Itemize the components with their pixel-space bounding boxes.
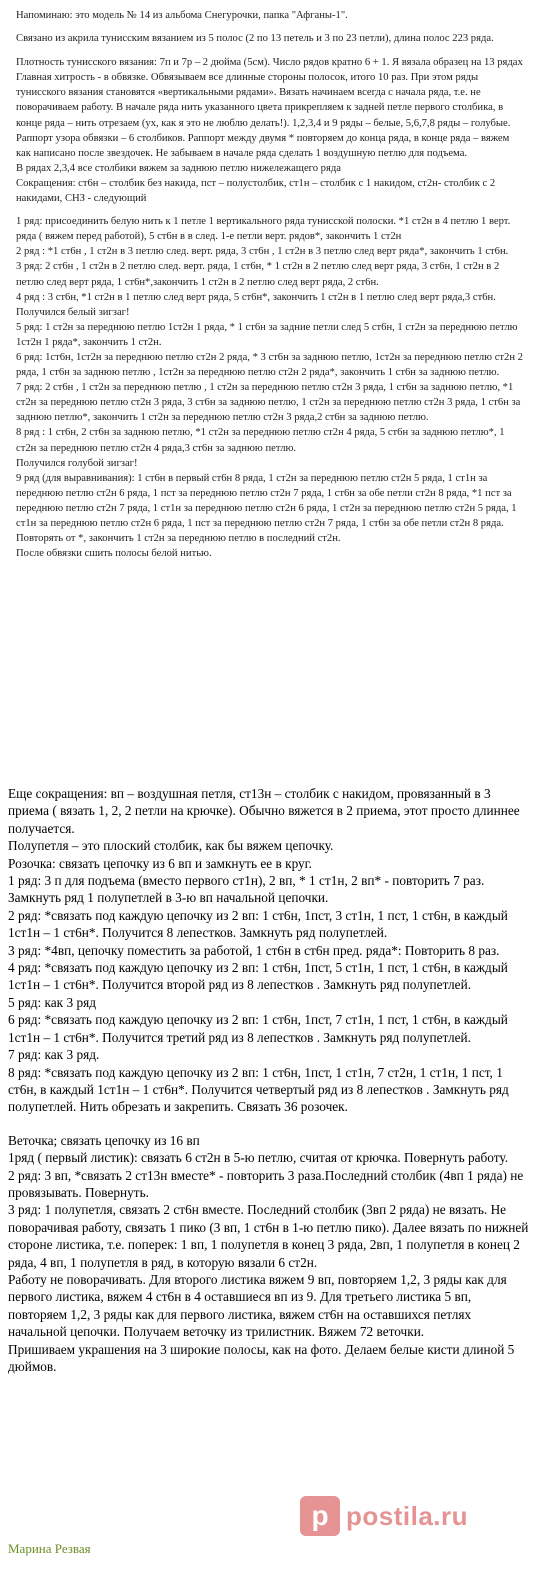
finishing-note: Пришиваем украшения на 3 широкие полосы, как на фото. Делаем белые кисти длиной 5 дюймов. [8, 1341, 515, 1374]
abbreviations-text: Сокращения: ст6н – столбик без накида, пст – полустолбик, ст1н – столбик с 1 накидом, ст2н- столбик с 2 накидами, СНЗ - следующий [16, 177, 496, 205]
watermark-text: postila.ru [346, 1500, 469, 1531]
made-of-text: Связано из акрила тунисским вязанием из 5 полос (2 по 13 петель и 3 по 23 петли), длина полос 223 ряда. [16, 33, 494, 45]
row-7: 7 ряд: 2 ст6н , 1 ст2н за переднюю петлю , 1 ст2н за переднюю петлю ст2н 3 ряда, 1 ст6н за заднюю петлю, *1 ст2н за переднюю петлю ст2н 3 ряда, 3 ст6н за заднюю петлю, 1 ст2н за переднюю петлю ст2н 3 ряда, 1 ст6н за заднюю петлю*, закончить 1 ст2н за переднюю петлю ст2н 3 ряда,2 ст6н за заднюю петлю. [16, 382, 521, 424]
pattern-description [16, 8, 526, 561]
row-4: 4 ряд : 3 ст6н, *1 ст2н в 1 петлю след верт ряда, 5 ст6н*, закончить 1 ст2н в 1 петлю след верт ряда,3 ст6н. [16, 291, 496, 303]
rose-row-6: 6 ряд: *связать под каждую цепочку из 2 вп: 1 ст6н, 1пст, 7 ст1н, 1 пст, 1 ст6н, в каждый 1ст1н – 1 ст6н*. Получится третий ряд из 8 лепестков . Замкнуть ряд полупетлей. [8, 1012, 508, 1045]
twig-row-1: 1ряд ( первый листик): связать 6 ст2н в 5-ю петлю, считая от крючка. Повернуть работу. [8, 1150, 509, 1166]
more-abbreviations: Еще сокращения: вп – воздушная петля, ст13н – столбик с накидом, провязанный в 3 приема ( вязать 1, 2, 2 петли на крючке). Обычно вяжется в 2 приема, этот просто длиннее получается. [8, 786, 520, 836]
postila-logo-icon: p [300, 1496, 340, 1536]
intro-text: Напоминаю: это модель № 14 из альбома Снегурочки, папка "Афганы-1". [16, 10, 348, 21]
half-loop-definition: Полупетля – это плоский столбик, как бы вяжем цепочку. [8, 838, 334, 854]
rapport-text: Раппорт узора обвязки – 6 столбиков. Раппорт между двумя * повторяем до конца ряда, в конце ряда – вяжем как написано после звездочек. Не забываем в начале ряда сделать 1 воздушную петлю для подъема. [16, 132, 510, 159]
row-2: 2 ряд : *1 ст6н , 1 ст2н в 3 петлю след. верт. ряда, 3 ст6н , 1 ст2н в 3 петлю след верт ряда*, закончить 1 ст6н. [16, 246, 509, 258]
row-5: 5 ряд: 1 ст2н за переднюю петлю 1ст2н 1 ряда, * 1 ст6н за задние петли след 5 ст6н, 1 ст2н за переднюю петлю 1ст2н 1 ряда*, закончить 1 ст2н. [16, 321, 518, 348]
twig-continue: Работу не поворачивать. Для второго листика вяжем 9 вп, повторяем 1,2, 3 ряды как для первого листика, вяжем 4 ст6н в 4 оставшиеся вп из 9. Для третьего листика 5 вп, повторяем 1,2, 3 ряды как для первого листика, вяжем ст6н на оставшихся петлях начальной цепочки. Получаем веточку из трилистник. Вяжем 72 веточки. [8, 1271, 507, 1340]
author-signature: Марина Резвая [8, 1541, 91, 1556]
rose-intro: Розочка: связать цепочку из 6 вп и замкнуть ее в круг. [8, 855, 312, 871]
after-note: После обвязки сшить полосы белой нитью. [16, 548, 212, 560]
density-text: Плотность тунисского вязания: 7п и 7р – 2 дюйма (5см). Число рядов кратно 6 + 1. Я вязала образец на 13 рядах [16, 57, 523, 69]
rose-row-3: 3 ряд: *4вп, цепочку поместить за работой, 1 ст6н в ст6н пред. ряда*: Повторить 8 раз. [8, 942, 500, 958]
rose-row-2: 2 ряд: *связать под каждую цепочку из 2 вп: 1 ст6н, 1пст, 3 ст1н, 1 пст, 1 ст6н, в каждый 1ст1н – 1 ст6н*. Получится 8 лепестков. Замкнуть ряд полупетлей. [8, 907, 508, 941]
postila-watermark [300, 1488, 532, 1544]
blue-zigzag-note: Получился голубой зигзаг! [16, 457, 138, 469]
row-1: 1 ряд: присоединить белую нить к 1 петле 1 вертикального ряда тунисской полоски. *1 ст2н в 4 петлю 1 верт. ряда ( вяжем перед работой), 5 ст6н в в след. 1-е петли верт. рядов*, закончить 1 ст2н [16, 216, 511, 243]
row-8: 8 ряд : 1 ст6н, 2 ст6н за заднюю петлю, *1 ст2н за переднюю петлю ст2н 4 ряда, 5 ст6н за заднюю петлю*, 1 ст2н за переднюю петлю ст2н 4 ряда,3 ст6н за заднюю петлю. [16, 427, 505, 454]
row-3: 3 ряд: 2 ст6н , 1 ст2н в 2 петлю след. верт. ряда, 1 ст6н, * 1 ст2н в 2 петлю след верт ряда, 3 ст6н, 1 ст2н в 2 петлю след верт ряда, 1 ст6н*,закончить 1 ст2н в 2 петлю след верт ряда, 2 ст6н. [16, 261, 500, 288]
rose-row-5: 5 ряд: как 3 ряд [8, 994, 96, 1010]
rose-row-7: 7 ряд: как 3 ряд. [8, 1047, 100, 1063]
white-zigzag-note: Получился белый зигзаг! [16, 306, 130, 318]
twig-intro: Веточка; связать цепочку из 16 вп [8, 1132, 200, 1148]
twig-row-2: 2 ряд: 3 вп, *связать 2 ст13н вместе* - повторить 3 раза.Последний столбик (4вп 1 ряда) не провязывать. Повернуть. [8, 1167, 524, 1200]
twig-row-3: 3 ряд: 1 полупетля, связать 2 ст6н вместе. Последний столбик (3вп 2 ряда) не вязать. Не поворачивая работу, связать 1 пико (3 вп, 1 ст6н в 1-ю петлю пико). Далее вязать по нижней стороне листика, т.е. поперек: 1 вп, 1 полупетля в конец 3 ряда, 2вп, 1 полупетля в конец 2 ряда, 4 вп, 1 полупетля в ряд, в которую вязали 6 ст2н. [8, 1202, 529, 1270]
rose-row-1: 1 ряд: 3 п для подъема (вместо первого ст1н), 2 вп, * 1 ст1н, 2 вп* - повторить 7 раз. Замкнуть ряд 1 полупетлей в 3-ю вп начальной цепочки. [8, 873, 485, 906]
rose-row-4: 4 ряд: *связать под каждую цепочку из 2 вп: 1 ст6н, 1пст, 5 ст1н, 1 пст, 1 ст6н, в каждый 1ст1н – 1 ст6н*. Получится второй ряд из 8 лепестков . Замкнуть ряд полупетлей. [8, 960, 508, 993]
row-9: 9 ряд (для выравнивания): 1 ст6н в первый ст6н 8 ряда, 1 ст2н за переднюю петлю ст2н 5 ряда, 1 ст1н за переднюю петлю ст2н 6 ряда, 1 пст за переднюю петлю ст2н 7 ряда, 1 ст6н за обе петли ст2н 8 ряда, *1 пст за переднюю петлю ст2н 7 ряда, 1 ст1н за переднюю петлю ст2н 6 ряда, 1 ст2н за переднюю петлю ст2н 5 ряда, 1 ст1н за переднюю петлю ст2н 6 ряда, 1 пст за переднюю петлю ст2н 7 ряда, 1 ст6н за обе петли ст2н 8 ряда. Повторять от *, закончить 1 ст2н за переднюю петлю в последний ст2н. [16, 472, 517, 545]
row-6: 6 ряд: 1ст6н, 1ст2н за переднюю петлю ст2н 2 ряда, * 3 ст6н за заднюю петлю, 1ст2н за переднюю петлю ст2н 2 ряда, 1 ст6н за заднюю петлю , 1ст2н за переднюю петлю ст2н 2 ряда*, закончить 1 ст6н за заднюю петлю. [16, 351, 523, 379]
rose-row-8: 8 ряд: *связать под каждую цепочку из 2 вп: 1 ст6н, 1пст, 1 ст1н, 7 ст2н, 1 ст1н, 1 пст, 1 ст6н, в каждый 1ст1н – 1 ст6н*. Получится четвертый ряд из 8 лепестков . Замкнуть ряд полупетлей. Нить обрезать и закрепить. Связать 36 розочек. [8, 1064, 509, 1115]
decoration-instructions [8, 785, 530, 1375]
trick-text: Главная хитрость - в обвязке. Обвязываем все длинные стороны полосок, итого 10 раз. При этом ряды тунисского вязания становятся «вертикальными рядами». Вязать начинаем всегда с начала ряда, т.е. не поворачиваем работу. В начале ряда нить указанного цвета прикрепляем к задней петле первого столбика, в конце ряда – нить отрезаем (ух, как я это не люблю делать!). 1,2,3,4 и 9 ряды – белые, 5,6,7,8 ряды – голубые. [16, 72, 511, 129]
rows-234-text: В рядах 2,3,4 все столбики вяжем за заднюю петлю нижележащего ряда [16, 162, 341, 174]
